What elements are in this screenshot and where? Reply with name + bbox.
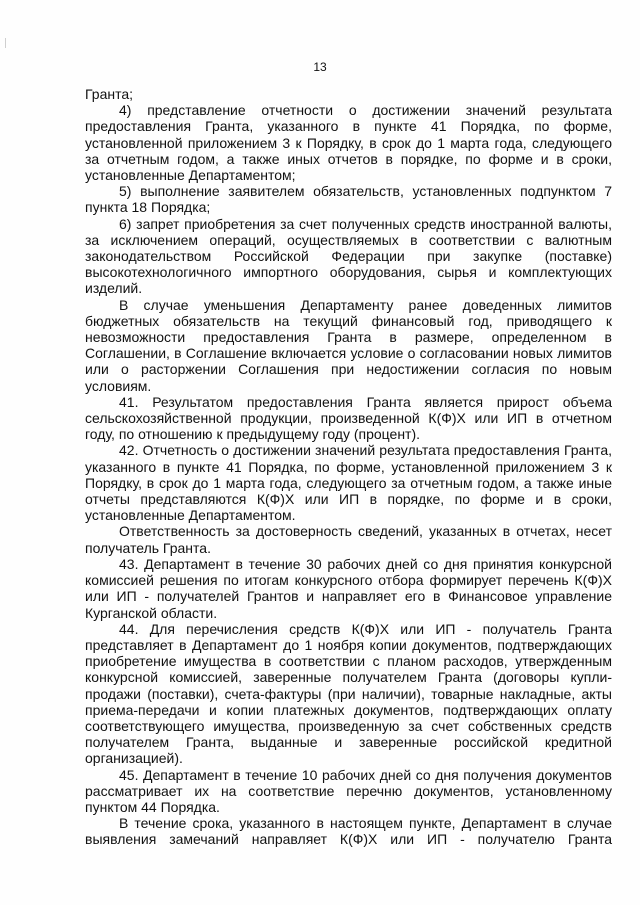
scan-margin-mark bbox=[5, 38, 6, 48]
paragraph-limits-reduction: В случае уменьшения Департаменту ранее доведенных лимитов бюджетных обязательств на текущий финансовый год, приводящего к невозможности предоставления Гранта в размере, определенном в Соглашении, в Соглашение включается условие о согласовании новых лимитов или о расторжении Соглашения при недостижении согласия по новым условиям. bbox=[85, 296, 612, 394]
paragraph-43: 43. Департамент в течение 30 рабочих дней со дня принятия конкурсной комиссией решения по итогам конкурсного отбора формирует перечень К(Ф)Х или ИП - получателей Грантов и направляет его в Финансовое управление Курганской области. bbox=[85, 555, 612, 621]
paragraph-continuation: Гранта; bbox=[85, 86, 134, 102]
paragraph-41: 41. Результатом предоставления Гранта является прирост объема сельскохозяйственной продукции, произведенной К(Ф)Х или ИП в отчетном году, по отношению к предыдущему году (процент). bbox=[85, 393, 612, 443]
paragraph-item-5: 5) выполнение заявителем обязательств, установленных подпунктом 7 пункта 18 Порядка; bbox=[85, 183, 612, 216]
paragraph-44: 44. Для перечисления средств К(Ф)Х или ИП - получатель Гранта представляет в Департамент до 1 ноября копии документов, подтверждающих приобретение имущества в соответствии с планом расходов, утвержденным конкурсной комиссией, заверенные получателем Гранта (договоры купли-продажи (поставки), счета-фактуры (при наличии), товарные накладные, акты приема-передачи и копии платежных документов, подтверждающих оплату соответствующего имущества, произведенную за счет собственных средств получателем Гранта, выданные и заверенные российской кредитной организацией). bbox=[85, 620, 612, 767]
paragraph-responsibility: Ответственность за достоверность сведений, указанных в отчетах, несет получатель Гранта. bbox=[85, 523, 612, 556]
paragraph-item-4: 4) представление отчетности о достижении значений результата предоставления Гранта, указанного в пункте 41 Порядка, по форме, установленной приложением 3 к Порядку, в срок до 1 марта года, следующего за отчетным годом, а также иных отчетов в порядке, по форме и в сроки, установленные Департаментом; bbox=[85, 102, 612, 184]
paragraph-item-6: 6) запрет приобретения за счет полученных средств иностранной валюты, за исключением операций, осуществляемых в соответствии с валютным законодательством Российской Федерации при закупке (поставке) высокотехнологичного импортного оборудования, сырья и комплектующих изделий. bbox=[85, 215, 612, 297]
page-number: 13 bbox=[313, 60, 327, 74]
document-body bbox=[85, 86, 612, 848]
paragraph-45: 45. Департамент в течение 10 рабочих дней со дня получения документов рассматривает их на соответствие перечню документов, установленному пунктом 44 Порядка. bbox=[85, 766, 612, 815]
paragraph-remarks: В течение срока, указанного в настоящем пункте, Департамент в случае выявления замечаний направляет К(Ф)Х или ИП - получателю Гранта bbox=[85, 815, 612, 848]
paragraph-42: 42. Отчетность о достижении значений результата предоставления Гранта, указанного в пункте 41 Порядка, по форме, установленной приложением 3 к Порядку, в срок до 1 марта года, следующего за отчетным годом, а также иные отчеты представляются К(Ф)Х или ИП в порядке, по форме и в сроки, установленные Департаментом. bbox=[85, 442, 612, 524]
